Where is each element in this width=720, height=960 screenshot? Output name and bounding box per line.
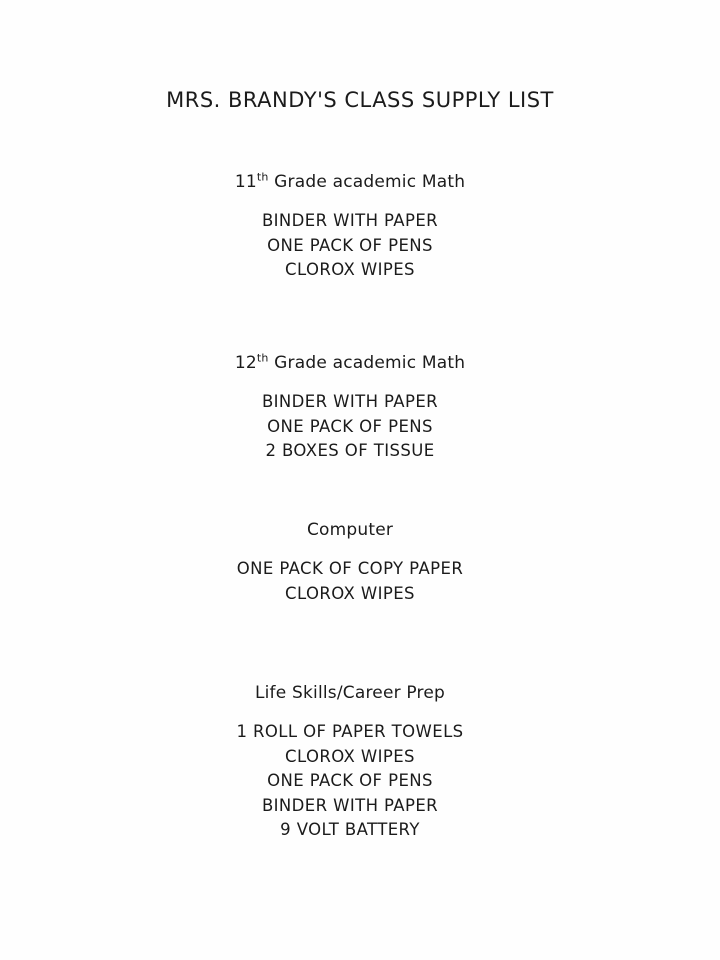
supply-items <box>0 557 700 606</box>
list-item: BINDER WITH PAPER <box>261 392 439 411</box>
heading-text: Life Skills/Career Prep <box>254 683 446 703</box>
heading-suffix: th <box>256 351 269 365</box>
heading-number: 11 <box>234 172 257 192</box>
list-item: BINDER WITH PAPER <box>261 211 439 230</box>
heading-text: Grade academic Math <box>274 172 466 192</box>
heading-text: Computer <box>306 520 394 540</box>
list-item: ONE PACK OF COPY PAPER <box>236 559 464 578</box>
supply-items <box>0 720 700 843</box>
section-heading <box>0 352 700 374</box>
section-12th-grade-math <box>0 352 700 464</box>
list-item: BINDER WITH PAPER <box>261 795 439 815</box>
section-heading <box>0 519 700 541</box>
list-item: 1 ROLL OF PAPER TOWELS <box>236 722 464 741</box>
section-11th-grade-math <box>0 171 700 283</box>
list-item: ONE PACK OF PENS <box>267 416 433 436</box>
section-life-skills-career-prep <box>0 682 700 843</box>
list-item: 2 BOXES OF TISSUE <box>265 441 435 460</box>
supply-items <box>0 390 700 464</box>
list-item: ONE PACK OF PENS <box>267 235 433 255</box>
list-item: 9 VOLT BATTERY <box>280 820 420 839</box>
page-title: MRS. BRANDY'S CLASS SUPPLY LIST <box>166 88 554 112</box>
section-heading <box>0 682 700 704</box>
list-item: CLOROX WIPES <box>285 260 415 279</box>
supply-items <box>0 209 700 283</box>
heading-suffix: th <box>256 170 269 184</box>
section-heading <box>0 171 700 193</box>
list-item: ONE PACK OF PENS <box>267 771 433 790</box>
heading-number: 12 <box>234 353 257 373</box>
section-computer <box>0 519 700 606</box>
list-item: CLOROX WIPES <box>285 583 415 603</box>
list-item: CLOROX WIPES <box>285 746 415 766</box>
heading-text: Grade academic Math <box>274 353 466 373</box>
